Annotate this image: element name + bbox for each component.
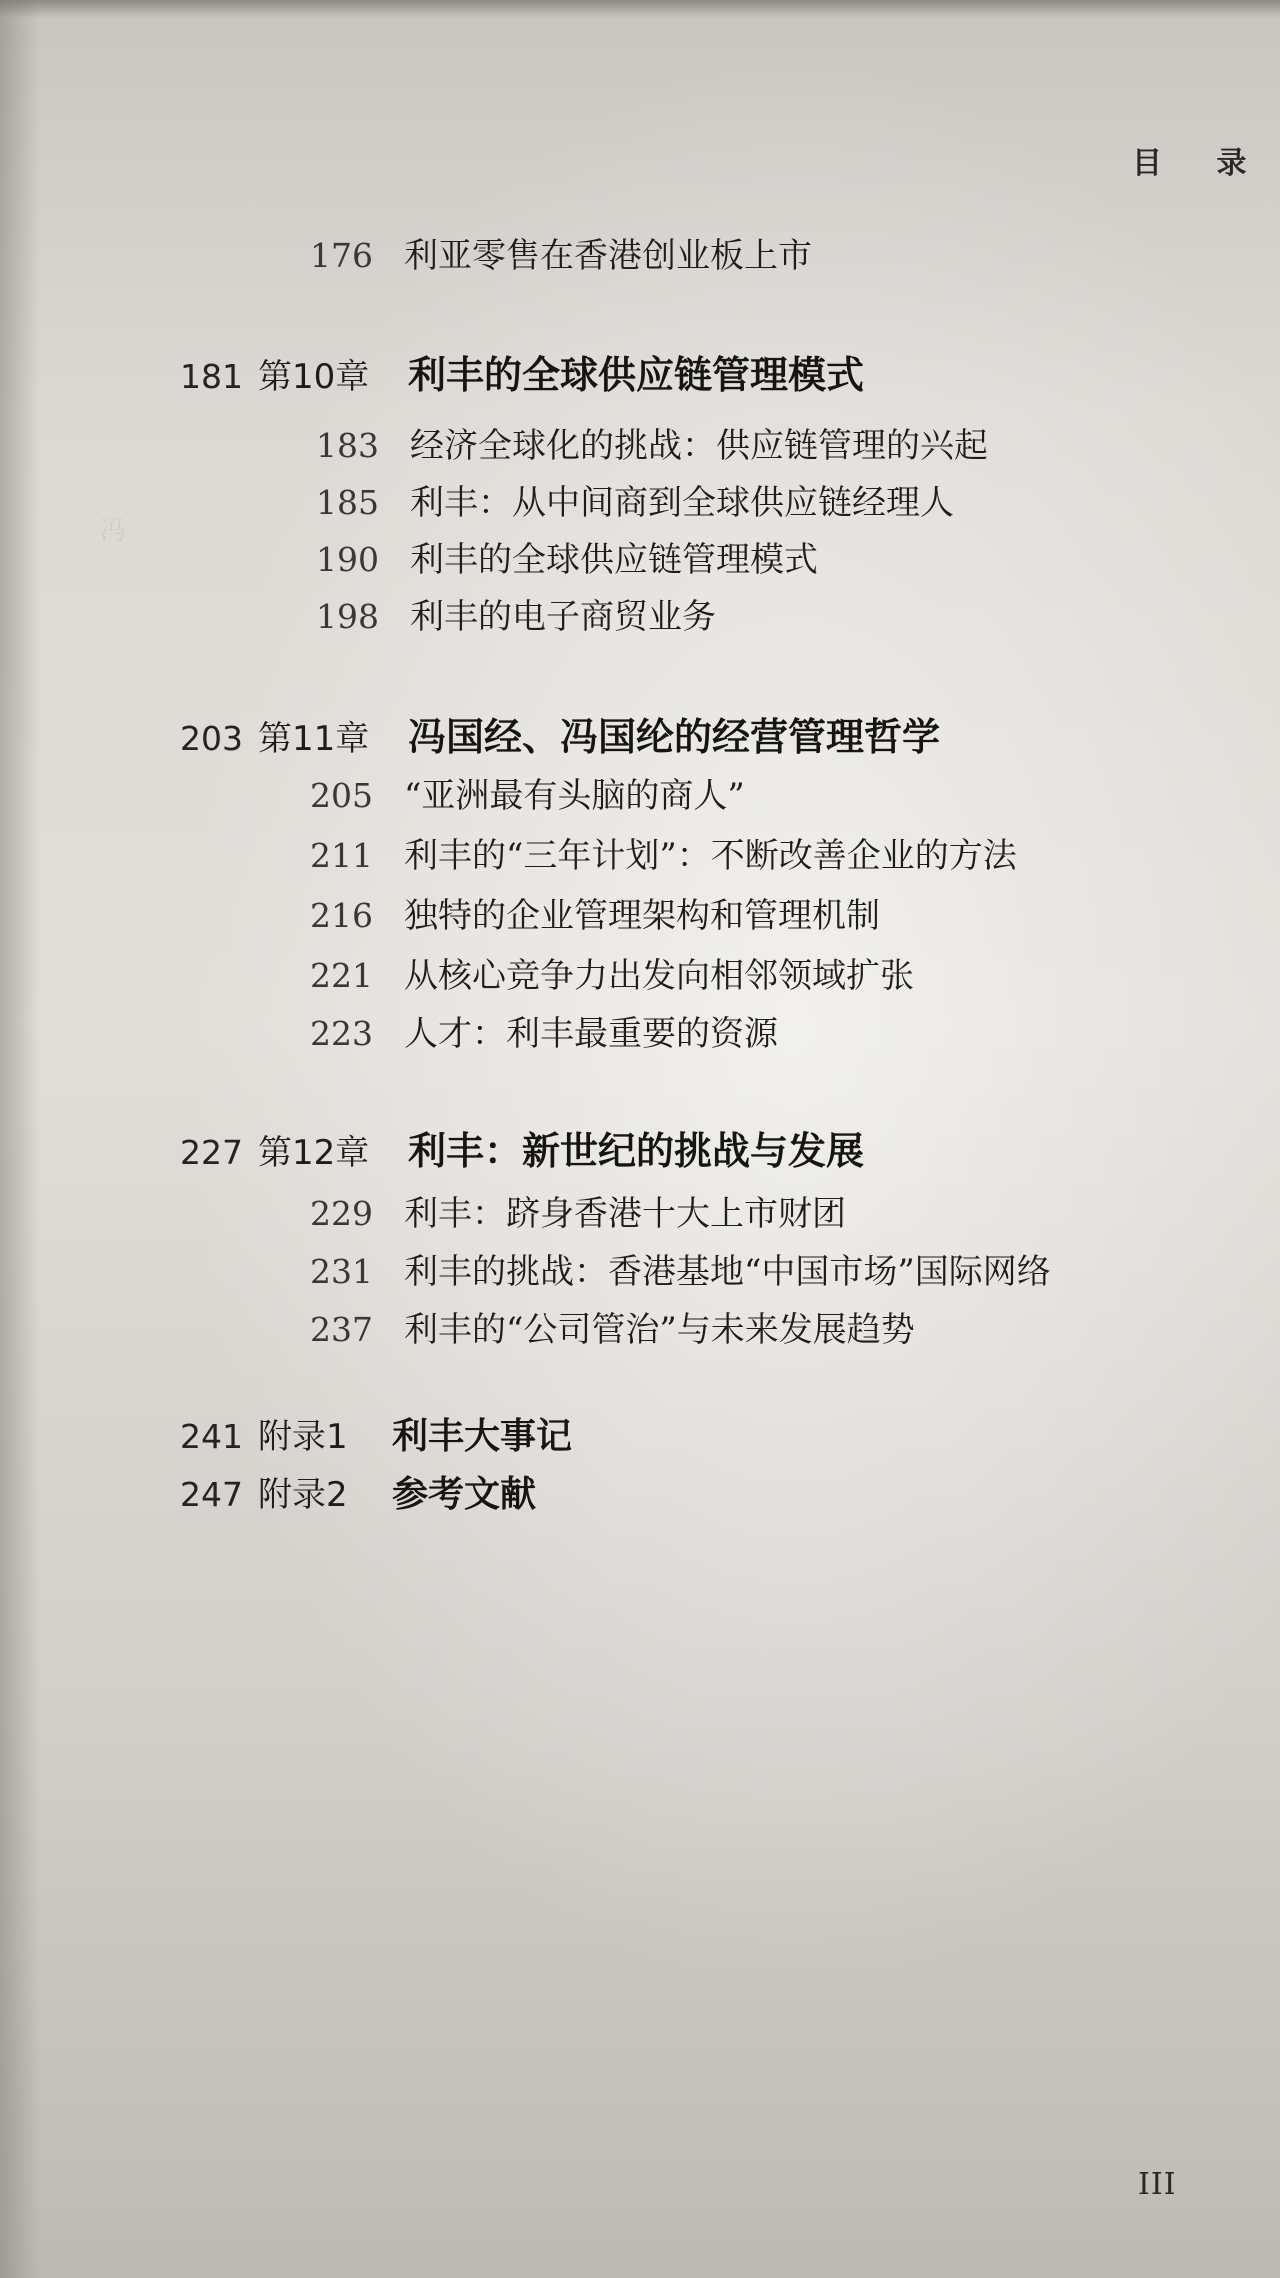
toc-entry-221[interactable]: [310, 948, 914, 997]
appendix-title: 参考文献: [392, 1474, 537, 1515]
entry-title: 从核心竞争力出发向相邻领域扩张: [404, 956, 914, 996]
entry-page-number: 216: [310, 896, 373, 935]
toc-chapter-10[interactable]: [180, 344, 864, 399]
toc-entry-176[interactable]: [310, 228, 812, 277]
entry-page-number: 211: [310, 836, 373, 875]
entry-page-number: 198: [316, 597, 379, 636]
chapter-page-number: 227: [180, 1133, 243, 1172]
entry-title: 利丰的“三年计划”：不断改善企业的方法: [404, 836, 1017, 876]
appendix-label: 附录1: [258, 1417, 348, 1457]
entry-page-number: 176: [310, 236, 373, 275]
toc-entry-205[interactable]: [310, 768, 745, 817]
entry-title: 利丰的“公司管治”与未来发展趋势: [404, 1310, 915, 1350]
toc-entry-229[interactable]: [310, 1186, 846, 1235]
chapter-title: 冯国经、冯国纶的经营管理哲学: [408, 715, 941, 759]
entry-title: 利丰：从中间商到全球供应链经理人: [410, 483, 954, 523]
chapter-label: 第12章: [258, 1133, 370, 1173]
toc-entry-231[interactable]: [310, 1244, 1051, 1293]
appendix-page-number: 241: [180, 1417, 243, 1456]
toc-entry-237[interactable]: [310, 1302, 915, 1351]
entry-title: 人才：利丰最重要的资源: [404, 1014, 778, 1054]
entry-title: 利丰的全球供应链管理模式: [410, 540, 818, 580]
toc-entry-211[interactable]: [310, 828, 1017, 877]
toc-entry-183[interactable]: [316, 418, 988, 467]
entry-title: 经济全球化的挑战：供应链管理的兴起: [410, 426, 988, 466]
entry-page-number: 183: [316, 426, 379, 465]
entry-page-number: 229: [310, 1194, 373, 1233]
chapter-page-number: 203: [180, 719, 243, 758]
toc-entry-216[interactable]: [310, 888, 880, 937]
chapter-page-number: 181: [180, 357, 243, 396]
toc-entry-223[interactable]: [310, 1006, 778, 1055]
chapter-title: 利丰：新世纪的挑战与发展: [408, 1129, 865, 1173]
page-folio: III: [1138, 2167, 1177, 2202]
appendix-label: 附录2: [258, 1475, 348, 1515]
toc-entry-185[interactable]: [316, 475, 954, 524]
show-through-text: 冯: [100, 516, 127, 546]
appendix-page-number: 247: [180, 1475, 243, 1514]
entry-title: 利丰的挑战：香港基地“中国市场”国际网络: [404, 1252, 1051, 1292]
appendix-title: 利丰大事记: [392, 1416, 573, 1457]
toc-entry-198[interactable]: [316, 589, 716, 638]
chapter-label: 第11章: [258, 719, 370, 759]
entry-page-number: 221: [310, 956, 373, 995]
toc-entry-190[interactable]: [316, 532, 818, 581]
chapter-label: 第10章: [258, 357, 370, 397]
entry-title: “亚洲最有头脑的商人”: [404, 776, 745, 816]
entry-page-number: 205: [310, 776, 373, 815]
running-head: 目 录: [1132, 146, 1269, 181]
entry-title: 独特的企业管理架构和管理机制: [404, 896, 880, 936]
entry-page-number: 190: [316, 540, 379, 579]
entry-page-number: 237: [310, 1310, 373, 1349]
toc-appendix-2[interactable]: [180, 1466, 536, 1517]
entry-title: 利丰：跻身香港十大上市财团: [404, 1194, 846, 1234]
entry-title: 利丰的电子商贸业务: [410, 597, 716, 637]
toc-chapter-11[interactable]: [180, 706, 940, 761]
entry-page-number: 223: [310, 1014, 373, 1053]
entry-title: 利亚零售在香港创业板上市: [404, 236, 812, 276]
chapter-title: 利丰的全球供应链管理模式: [408, 353, 865, 397]
toc-chapter-12[interactable]: [180, 1120, 864, 1175]
entry-page-number: 231: [310, 1252, 373, 1291]
toc-appendix-1[interactable]: [180, 1408, 572, 1459]
entry-page-number: 185: [316, 483, 379, 522]
